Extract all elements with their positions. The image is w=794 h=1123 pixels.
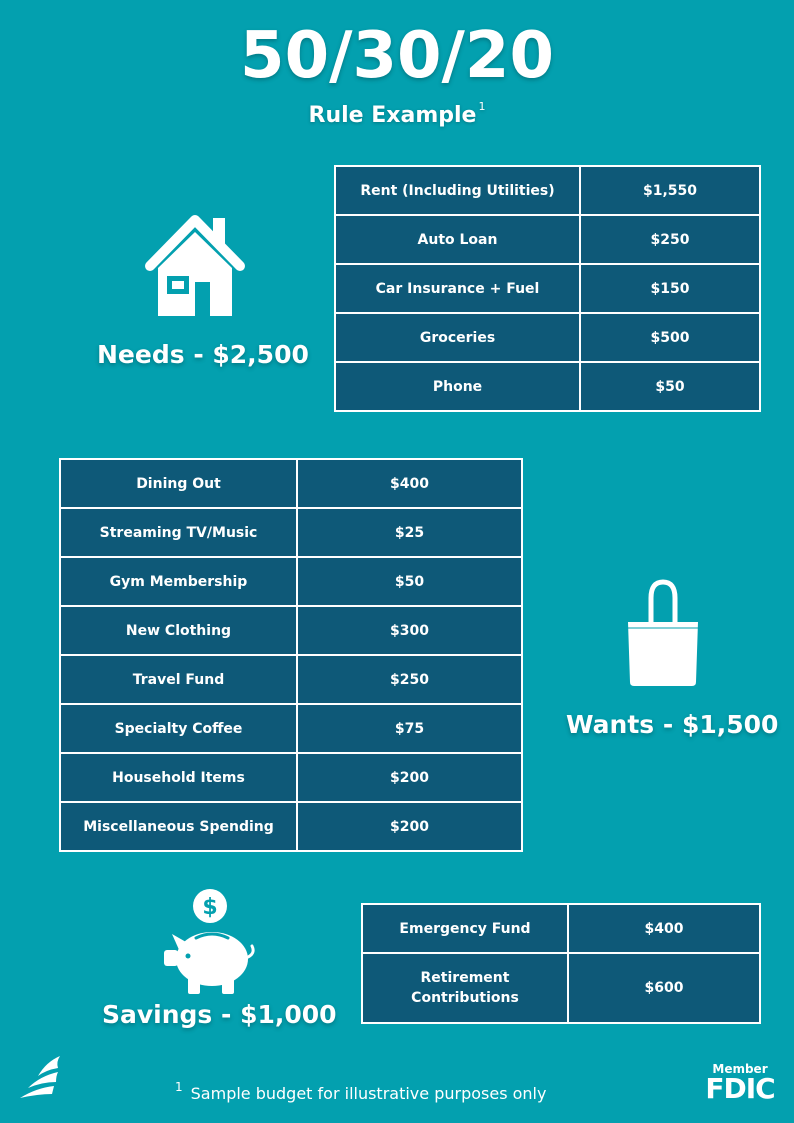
needs-amount: $150 bbox=[580, 264, 760, 313]
piggy-bank-icon bbox=[160, 886, 260, 996]
table-row bbox=[335, 313, 760, 362]
fdic-logo-text: FDIC bbox=[705, 1072, 775, 1105]
wants-item: New Clothing bbox=[60, 606, 297, 655]
wants-item: Miscellaneous Spending bbox=[60, 802, 297, 851]
table-row bbox=[60, 655, 522, 704]
page-subtitle bbox=[0, 92, 794, 131]
needs-item: Phone bbox=[335, 362, 580, 411]
needs-amount: $1,550 bbox=[580, 166, 760, 215]
wants-item: Gym Membership bbox=[60, 557, 297, 606]
wants-amount: $300 bbox=[297, 606, 522, 655]
needs-amount: $50 bbox=[580, 362, 760, 411]
wants-amount: $200 bbox=[297, 802, 522, 851]
footnote-marker: 1 bbox=[175, 1080, 183, 1094]
table-row bbox=[335, 215, 760, 264]
subtitle-footnote-marker: 1 bbox=[478, 100, 486, 113]
wants-item: Streaming TV/Music bbox=[60, 508, 297, 557]
table-row bbox=[335, 362, 760, 411]
table-row bbox=[335, 264, 760, 313]
wants-item: Travel Fund bbox=[60, 655, 297, 704]
wants-amount: $400 bbox=[297, 459, 522, 508]
table-row bbox=[60, 557, 522, 606]
footnote bbox=[175, 1080, 546, 1103]
svg-text:$: $ bbox=[202, 895, 218, 920]
needs-label: Needs - $2,500 bbox=[97, 340, 309, 369]
needs-item: Auto Loan bbox=[335, 215, 580, 264]
table-row bbox=[60, 459, 522, 508]
table-row bbox=[60, 753, 522, 802]
house-icon bbox=[144, 208, 246, 316]
wants-item: Household Items bbox=[60, 753, 297, 802]
savings-amount: $600 bbox=[568, 953, 760, 1023]
needs-amount: $500 bbox=[580, 313, 760, 362]
needs-item: Groceries bbox=[335, 313, 580, 362]
table-row bbox=[60, 606, 522, 655]
wants-amount: $75 bbox=[297, 704, 522, 753]
table-row bbox=[362, 904, 760, 953]
table-row bbox=[362, 953, 760, 1023]
needs-table bbox=[334, 165, 761, 412]
savings-item: Retirement Contributions bbox=[362, 953, 568, 1023]
needs-item: Rent (Including Utilities) bbox=[335, 166, 580, 215]
table-row bbox=[60, 802, 522, 851]
needs-amount: $250 bbox=[580, 215, 760, 264]
subtitle-text: Rule Example bbox=[308, 103, 477, 128]
tote-bag-icon bbox=[624, 578, 702, 688]
wants-amount: $250 bbox=[297, 655, 522, 704]
table-row bbox=[335, 166, 760, 215]
page-title: 50/30/20 bbox=[240, 19, 554, 93]
footnote-text: Sample budget for illustrative purposes only bbox=[190, 1084, 547, 1103]
needs-item: Car Insurance + Fuel bbox=[335, 264, 580, 313]
wants-amount: $50 bbox=[297, 557, 522, 606]
fdic-member-text: Member bbox=[712, 1062, 768, 1076]
savings-item: Emergency Fund bbox=[362, 904, 568, 953]
wants-item: Specialty Coffee bbox=[60, 704, 297, 753]
wants-label: Wants - $1,500 bbox=[566, 710, 779, 739]
savings-label: Savings - $1,000 bbox=[102, 1000, 337, 1029]
wants-amount: $25 bbox=[297, 508, 522, 557]
sailboat-logo-icon bbox=[16, 1054, 64, 1100]
wants-table bbox=[59, 458, 523, 852]
savings-amount: $400 bbox=[568, 904, 760, 953]
wants-amount: $200 bbox=[297, 753, 522, 802]
table-row bbox=[60, 704, 522, 753]
table-row bbox=[60, 508, 522, 557]
wants-item: Dining Out bbox=[60, 459, 297, 508]
savings-table bbox=[361, 903, 761, 1024]
